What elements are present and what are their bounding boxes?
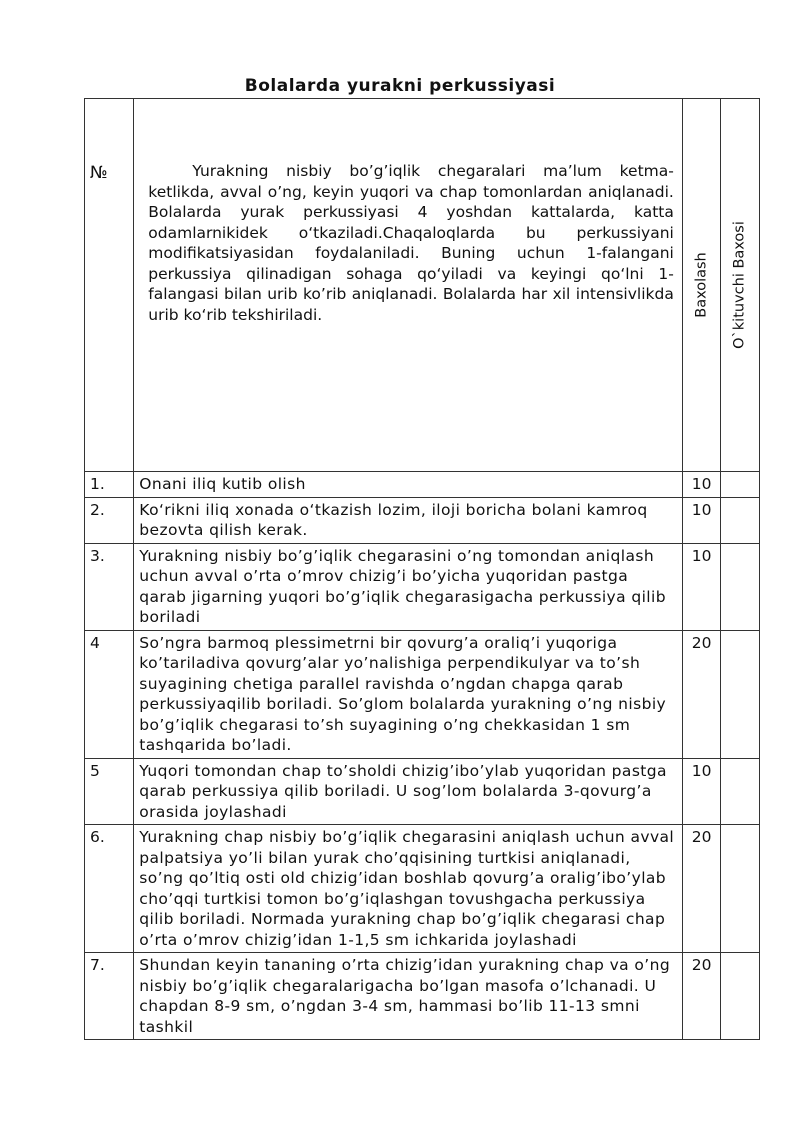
score-header-label: Baxolash [693,252,710,318]
row-number: 6. [85,825,134,953]
table-row [85,825,760,953]
row-score: 20 [682,953,721,1040]
table-row [85,472,760,498]
procedure-description [134,99,683,472]
table-row [85,630,760,758]
table-row [85,497,760,543]
row-teacher-score [721,630,760,758]
row-teacher-score [721,472,760,498]
row-score: 10 [682,543,721,630]
row-teacher-score [721,497,760,543]
description-text: Yurakning nisbiy bo’g’iqlik chegaralari ma’lum ketma-ketlikda, avval o’ng, keyin yuqori va chap tomonlardan aniqlanadi. Bolalarda yurak perkussiyasi 4 yoshdan kattalarda, katta odamlarnikidek o‘tkaziladi.Chaqaloqlarda bu perkussiyani modifikatsiyasidan foydalaniladi. Buning uchun 1-falangani perkussiya qilinadigan sohaga qo‘yiladi va keyingi qo‘lni 1-falangasi bilan urib ko’rib aniqlanadi. Bolalarda har xil intensivlikda urib ko‘rib tekshiriladi. [148,162,674,324]
row-number: 7. [85,953,134,1040]
row-step-text: Yuqori tomondan chap to’sholdi chizig’ibo’ylab yuqoridan pastga qarab perkussiya qilib boriladi. U sog’lom bolalarda 3-qovurg’a orasida joylashadi [134,758,683,825]
row-step-text: So’ngra barmoq plessimetrni bir qovurg’a oraliq’i yuqoriga ko’tariladiva qovurg’alar yo’nalishiga perpendikulyar va to’sh suyagining chetiga parallel ravishda o’ngdan chapga qarab perkussiyaqilib boriladi. So’glom bolalarda yurakning o’ng nisbiy bo’g’iqlik chegarasi to’sh suyagining o’ng chekkasidan 1 sm tashqarida bo’ladi. [134,630,683,758]
row-step-text: Yurakning chap nisbiy bo’g’iqlik chegarasini aniqlash uchun avval palpatsiya yo’li bilan yurak cho’qqisining turtkisi aniqlanadi, so’ng qo’ltiq osti old chizig’idan boshlab qovurg’a oralig’ibo’ylab cho’qqi turtkisi tomon bo’g’iqlashgan tovushgacha perkussiya qilib boriladi. Normada yurakning chap bo’g’iqlik chegarasi chap o’rta o’mrov chizig’idan 1-1,5 sm ichkarida joylashadi [134,825,683,953]
page-title: Bolalarda yurakni perkussiyasi [244,76,556,96]
row-teacher-score [721,953,760,1040]
assessment-table [84,98,760,1040]
row-number: 4 [85,630,134,758]
row-teacher-score [721,758,760,825]
row-score: 10 [682,472,721,498]
table-row [85,758,760,825]
row-score: 10 [682,758,721,825]
row-number: 3. [85,543,134,630]
row-step-text: Shundan keyin tananing o’rta chizig’idan yurakning chap va o’ng nisbiy bo’g’iqlik chegaralarigacha bo’lgan masofa o’lchanadi. U chapdan 8-9 sm, o’ngdan 3-4 sm, hammasi bo’lib 11-13 smni tashkil [134,953,683,1040]
score-column-header [682,99,721,472]
teacher-column-header [721,99,760,472]
row-step-text: Onani iliq kutib olish [134,472,683,498]
row-number: 5 [85,758,134,825]
row-score: 10 [682,497,721,543]
row-score: 20 [682,825,721,953]
table-row [85,953,760,1040]
table-header-row [85,99,760,472]
row-step-text: Ko‘rikni iliq xonada o‘tkazish lozim, iloji boricha bolani kamroq bezovta qilish kerak. [134,497,683,543]
row-step-text: Yurakning nisbiy bo’g’iqlik chegarasini o’ng tomondan aniqlash uchun avval o’rta o’mrov chizig’i bo’yicha yuqoridan pastga qarab jigarning yuqori bo’g’iqlik chegarasigacha perkussiya qilib boriladi [134,543,683,630]
row-number: 2. [85,497,134,543]
row-number: 1. [85,472,134,498]
row-score: 20 [682,630,721,758]
row-teacher-score [721,825,760,953]
number-column-header: № [85,99,134,472]
teacher-header-label: O`kituvchi Baxosi [731,221,748,349]
row-teacher-score [721,543,760,630]
table-row [85,543,760,630]
